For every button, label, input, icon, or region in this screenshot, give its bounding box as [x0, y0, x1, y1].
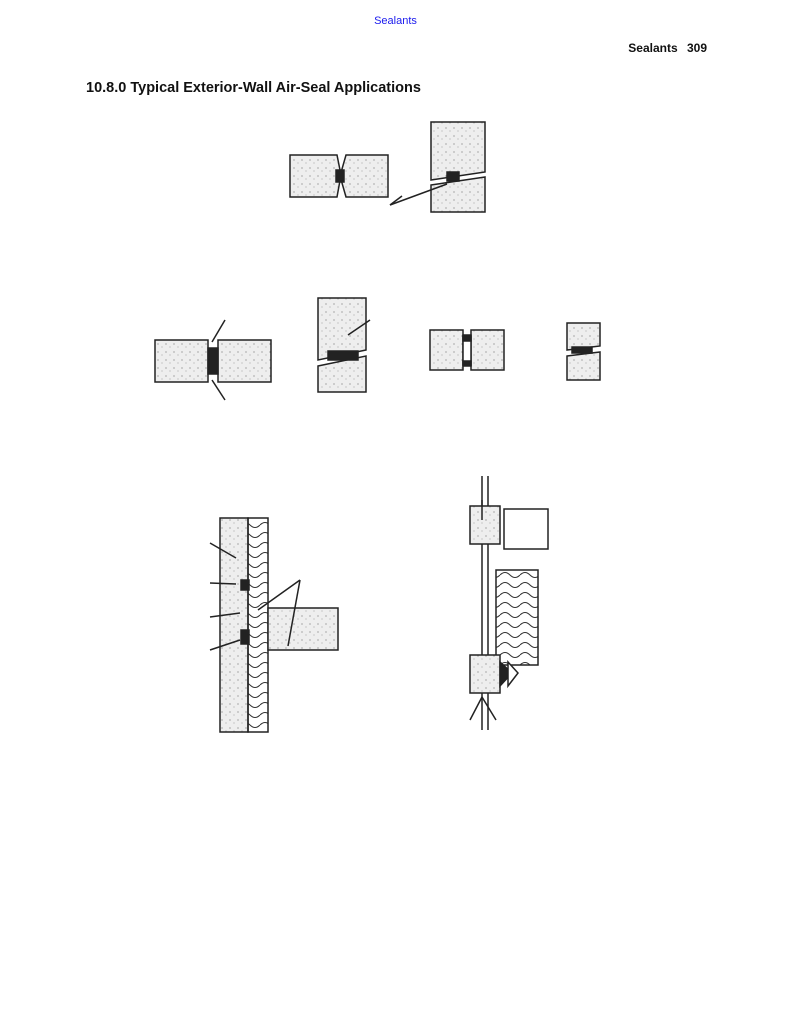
- curtain-wall-mullion-detail: [470, 476, 548, 730]
- section-title: 10.8.0 Typical Exterior-Wall Air-Seal Applications: [86, 80, 421, 96]
- sealants-link[interactable]: Sealants: [374, 15, 417, 27]
- pressure-equalized-joint-detail: [430, 323, 600, 380]
- two-stage-joint-detail: [155, 298, 370, 400]
- one-stage-joint-detail: [290, 122, 485, 212]
- running-head: [628, 41, 707, 55]
- rain-screen-detail: [210, 518, 338, 732]
- technical-drawing-icon: [140, 110, 660, 770]
- running-head-section: Sealants: [628, 41, 678, 55]
- air-seal-applications-figure: [140, 110, 660, 770]
- page-number: 309: [686, 41, 707, 55]
